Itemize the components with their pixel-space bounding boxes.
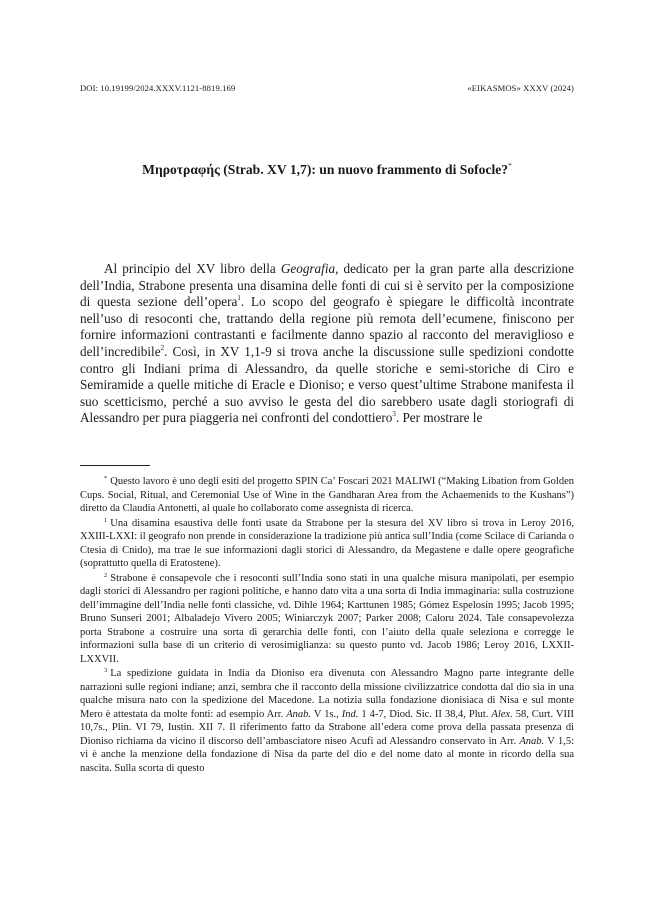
- footnote-mark: 3: [104, 667, 108, 674]
- footnote-3: [80, 667, 574, 775]
- title-footnote-mark: *: [508, 161, 512, 170]
- article-title-text: Μηροτραφής (Strab. XV 1,7): un nuovo frammento di Sofocle?: [142, 162, 509, 177]
- footnote-text: Una disamina esaustiva delle fonti usate da Strabone per la stesura del XV libro si trova in Leroy 2016, XXIII-LXXI: il geografo non prende in considerazione la tradizione più antica sull’India (come Scilace di Carianda o Ctesia di Cnido), ma trae le sue informazioni dagli storici di Alessandro, da Megastene e dalle opere geografiche (soprattutto quella di Eratostene).: [80, 517, 574, 569]
- footnote-text: V 1,5: vi è anche la menzione della fondazione di Nisa da parte del dio e del nome dato al monte in ricordo della sua nascita. Sulla scorta di questo: [80, 735, 574, 774]
- footnote-1: [80, 517, 574, 571]
- footnote-2: [80, 572, 574, 667]
- main-text: [80, 261, 574, 427]
- footnote-ref-3: 3: [392, 410, 396, 419]
- footnote-text: La spedizione guidata in India da Dioniso era divenuta con Alessandro Magno parte integrante delle narrazioni sulle regioni indiane; anzi, sembra che il racconto della missione civilizzatrice condotta dal dio sia in una qualche misura nato con la spedizione del Macedone. La notizia sulla fondazione dionisiaca di Nisa e sul monte Mero è attestata da molte fonti: ad esempio Arr.: [80, 668, 574, 720]
- footnote-text: Questo lavoro è uno degli esiti del progetto SPIN Ca’ Foscari 2021 MALIWI (“Making Libation from Golden Cups. Social, Ritual, and Ceremonial Use of Wine in the Gandharan Area from the Achaemenids to the Kushans”) diretto da Claudia Antonetti, al quale ho collaborato come assegnista di ricerca.: [80, 476, 574, 514]
- footnote-mark: *: [104, 475, 108, 482]
- journal-label: «EIKASMOS» XXXV (2024): [467, 83, 574, 93]
- footnote-mark: 1: [104, 516, 108, 524]
- footnote-text: V 1s.,: [311, 708, 342, 720]
- footnote-ref-2: 2: [160, 343, 165, 352]
- paragraph: [80, 261, 574, 427]
- footnote-mark: 2: [104, 571, 108, 579]
- text-segment: , dedicato per la gran parte alla descrizione dell’India, Strabone presenta una disamina delle fonti di cui si è servito per la composizione di questa sezione dell’opera: [80, 261, 574, 310]
- italic-segment: Geografia: [280, 261, 336, 276]
- footnote-rule: [80, 465, 150, 466]
- footnote-text: 58, Curt. VIII 10,7s., Plin. VI 79, Iustin. XII 7. Il riferimento fatto da Strabone all’edera come prova della passata presenza di Dioniso richiama da vicino il discorso dell’ambasciatore niseo Acufi ad Alessandro conservato in Arr.: [80, 708, 574, 747]
- italic-segment: Anab.: [519, 735, 545, 747]
- italic-segment: Alex.: [491, 708, 513, 720]
- footnote-star: [80, 475, 574, 516]
- text-segment: Al principio del XV libro della: [104, 261, 281, 276]
- text-segment: . Così, in XV 1,1-9 si trova anche la discussione sulle spedizioni condotte contro gli Indiani prima di Alessandro, da quelle storiche e semi-storiche di Ciro e Semiramide a quelle mitiche di Eracle e Dioniso; e verso quest’ultime Strabone manifesta il suo scetticismo, perché a suo avviso le gesta del dio sarebbero usate dagli storiografi di Alessandro per pura piaggeria nei confronti del condottiero: [80, 343, 574, 426]
- footnotes: [80, 475, 574, 776]
- running-header: [80, 83, 574, 93]
- italic-segment: Anab.: [286, 708, 312, 720]
- text-segment: . Lo scopo del geografo è spiegare le difficoltà incontrate nell’uso di resoconti che, trattando della regione più remota dell’ecumene, finiscono per fornire informazioni contrastanti e facilmente danno spazio al racconto del meraviglioso e dell’incredibile: [80, 294, 575, 359]
- italic-segment: Ind.: [341, 708, 359, 720]
- doi-label: DOI: 10.19199/2024.XXXV.1121-8819.169: [80, 83, 236, 93]
- text-segment: . Per mostrare le: [395, 410, 483, 426]
- article-title: [80, 161, 574, 178]
- footnote-text: 1 4-7, Diod. Sic. II 38,4, Plut.: [358, 708, 492, 720]
- footnote-text: Strabone è consapevole che i resoconti sull’India sono stati in una qualche misura manipolati, per esempio dagli storici di Alessandro per ragioni politiche, e hanno dato vita a una sorta di India immaginaria: sulla costruzione dell’immagine dell’India nelle fonti classiche, vd. Dihle 1964; Karttunen 1985; Gómez Espelosín 1995; Jacob 1995; Bruno Sunseri 2001; Albaladejo Vivero 2005; Winiarczyk 2007; Parker 2008; Caloru 2024. Tale consapevolezza porta Strabone a costruire una sorta di gerarchia delle fonti, con l’aiuto della quale seleziona e corregge le informazioni sulla base di un criterio di verosimiglianza: su questo punto vd. Jacob 1986; Leroy 2016, LXXII-LXXVII.: [80, 572, 574, 665]
- footnote-ref-1: 1: [237, 294, 241, 303]
